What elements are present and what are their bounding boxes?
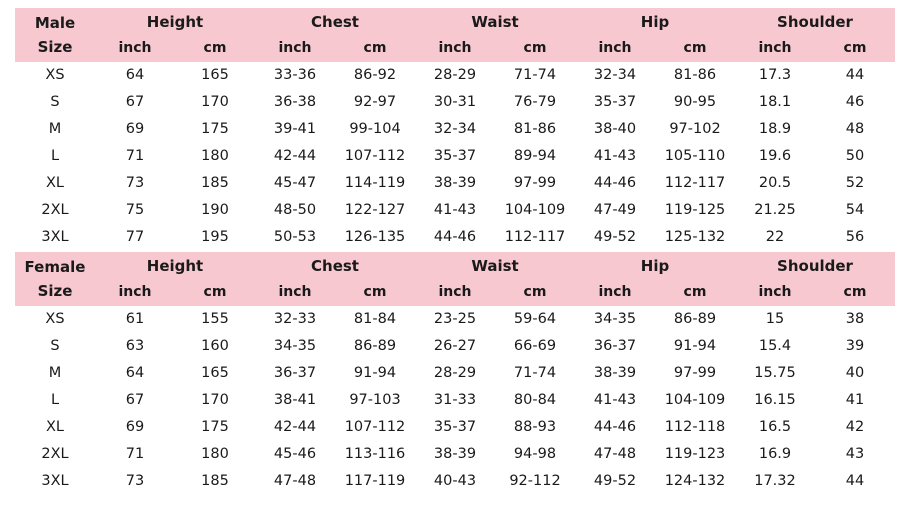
male-table-body xyxy=(15,62,895,251)
value-cell: 107-112 xyxy=(344,419,406,435)
size-cell: L xyxy=(50,148,60,164)
value-cell: 16.9 xyxy=(758,446,792,462)
value-cell: 38-39 xyxy=(433,446,477,462)
value-cell: 40-43 xyxy=(433,473,477,489)
value-cell: 26-27 xyxy=(433,338,477,354)
value-cell: 35-37 xyxy=(433,419,477,435)
value-cell: 48-50 xyxy=(273,202,317,218)
table-row xyxy=(15,197,895,224)
value-cell: 41-43 xyxy=(593,148,637,164)
unit-header-cm: cm xyxy=(203,40,227,56)
value-cell: 45-46 xyxy=(273,446,317,462)
value-cell: 97-99 xyxy=(513,175,557,191)
value-cell: 180 xyxy=(201,148,229,164)
value-cell: 16.5 xyxy=(758,419,792,435)
table-row xyxy=(15,333,895,360)
value-cell: 39-41 xyxy=(273,121,317,137)
size-cell: S xyxy=(50,94,60,110)
value-cell: 18.1 xyxy=(758,94,792,110)
value-cell: 46 xyxy=(845,94,865,110)
size-chart xyxy=(15,8,895,495)
value-cell: 49-52 xyxy=(593,473,637,489)
value-cell: 175 xyxy=(201,419,229,435)
value-cell: 180 xyxy=(201,446,229,462)
value-cell: 23-25 xyxy=(433,311,477,327)
value-cell: 34-35 xyxy=(593,311,637,327)
value-cell: 119-123 xyxy=(664,446,726,462)
value-cell: 67 xyxy=(125,94,145,110)
value-cell: 89-94 xyxy=(513,148,557,164)
value-cell: 35-37 xyxy=(593,94,637,110)
table-row xyxy=(15,143,895,170)
value-cell: 114-119 xyxy=(344,175,406,191)
unit-header-cm: cm xyxy=(523,284,547,300)
value-cell: 119-125 xyxy=(664,202,726,218)
value-cell: 81-84 xyxy=(353,311,397,327)
value-cell: 165 xyxy=(201,67,229,83)
size-cell: 2XL xyxy=(41,202,69,218)
value-cell: 71 xyxy=(125,446,145,462)
value-cell: 17.32 xyxy=(754,473,796,489)
size-cell: 2XL xyxy=(41,446,69,462)
size-cell: XL xyxy=(45,175,64,191)
group-header-waist: Waist xyxy=(471,13,519,31)
group-header-chest: Chest xyxy=(311,257,359,275)
size-cell: L xyxy=(50,392,60,408)
value-cell: 36-38 xyxy=(273,94,317,110)
value-cell: 38-39 xyxy=(593,365,637,381)
unit-header-inch: inch xyxy=(758,40,792,56)
value-cell: 32-34 xyxy=(593,67,637,83)
value-cell: 170 xyxy=(201,392,229,408)
female-table-body xyxy=(15,306,895,495)
value-cell: 30-31 xyxy=(433,94,477,110)
unit-header-cm: cm xyxy=(683,40,707,56)
value-cell: 69 xyxy=(125,419,145,435)
value-cell: 41 xyxy=(845,392,865,408)
size-cell: M xyxy=(48,365,62,381)
size-label: Female xyxy=(24,258,86,276)
unit-header-inch: inch xyxy=(118,284,152,300)
value-cell: 94-98 xyxy=(513,446,557,462)
value-cell: 44 xyxy=(845,67,865,83)
unit-header-cm: cm xyxy=(523,40,547,56)
value-cell: 15.4 xyxy=(758,338,792,354)
value-cell: 112-118 xyxy=(664,419,726,435)
male-table-header xyxy=(15,8,895,62)
size-cell: XL xyxy=(45,419,64,435)
value-cell: 64 xyxy=(125,365,145,381)
value-cell: 59-64 xyxy=(513,311,557,327)
value-cell: 112-117 xyxy=(504,229,566,245)
value-cell: 52 xyxy=(845,175,865,191)
unit-header-inch: inch xyxy=(598,284,632,300)
value-cell: 99-104 xyxy=(349,121,401,137)
group-header-hip: Hip xyxy=(640,13,670,31)
male-size-table xyxy=(15,8,895,251)
value-cell: 105-110 xyxy=(664,148,726,164)
table-row xyxy=(15,89,895,116)
value-cell: 170 xyxy=(201,94,229,110)
unit-header-inch: inch xyxy=(598,40,632,56)
value-cell: 39 xyxy=(845,338,865,354)
value-cell: 44-46 xyxy=(593,419,637,435)
value-cell: 86-92 xyxy=(353,67,397,83)
value-cell: 47-48 xyxy=(273,473,317,489)
female-size-table xyxy=(15,252,895,495)
value-cell: 28-29 xyxy=(433,67,477,83)
value-cell: 34-35 xyxy=(273,338,317,354)
value-cell: 80-84 xyxy=(513,392,557,408)
value-cell: 124-132 xyxy=(664,473,726,489)
value-cell: 42-44 xyxy=(273,419,317,435)
value-cell: 92-112 xyxy=(509,473,561,489)
group-header-height: Height xyxy=(146,13,204,31)
unit-header-inch: inch xyxy=(438,284,472,300)
value-cell: 56 xyxy=(845,229,865,245)
value-cell: 160 xyxy=(201,338,229,354)
value-cell: 91-94 xyxy=(353,365,397,381)
value-cell: 50 xyxy=(845,148,865,164)
table-row xyxy=(15,62,895,89)
value-cell: 18.9 xyxy=(758,121,792,137)
value-cell: 16.15 xyxy=(754,392,796,408)
unit-header-inch: inch xyxy=(278,40,312,56)
group-header-height: Height xyxy=(146,257,204,275)
value-cell: 54 xyxy=(845,202,865,218)
value-cell: 41-43 xyxy=(433,202,477,218)
value-cell: 107-112 xyxy=(344,148,406,164)
value-cell: 42-44 xyxy=(273,148,317,164)
size-cell: 3XL xyxy=(41,473,69,489)
table-row xyxy=(15,306,895,333)
unit-header-inch: inch xyxy=(758,284,792,300)
value-cell: 61 xyxy=(125,311,145,327)
unit-header-cm: cm xyxy=(683,284,707,300)
value-cell: 38-41 xyxy=(273,392,317,408)
value-cell: 104-109 xyxy=(664,392,726,408)
unit-header-cm: cm xyxy=(843,40,867,56)
group-header-shoulder: Shoulder xyxy=(777,13,853,31)
unit-header-inch: inch xyxy=(278,284,312,300)
value-cell: 73 xyxy=(125,473,145,489)
value-cell: 22 xyxy=(765,229,785,245)
value-cell: 165 xyxy=(201,365,229,381)
unit-header-cm: cm xyxy=(843,284,867,300)
value-cell: 50-53 xyxy=(273,229,317,245)
table-row xyxy=(15,468,895,495)
table-row xyxy=(15,441,895,468)
value-cell: 32-34 xyxy=(433,121,477,137)
value-cell: 97-103 xyxy=(349,392,401,408)
size-cell: XS xyxy=(45,311,65,327)
unit-header-cm: cm xyxy=(363,40,387,56)
value-cell: 71 xyxy=(125,148,145,164)
value-cell: 15.75 xyxy=(754,365,796,381)
size-label-sub: Size xyxy=(37,38,73,56)
value-cell: 81-86 xyxy=(673,67,717,83)
value-cell: 67 xyxy=(125,392,145,408)
value-cell: 69 xyxy=(125,121,145,137)
value-cell: 31-33 xyxy=(433,392,477,408)
value-cell: 38-39 xyxy=(433,175,477,191)
value-cell: 112-117 xyxy=(664,175,726,191)
value-cell: 41-43 xyxy=(593,392,637,408)
value-cell: 49-52 xyxy=(593,229,637,245)
value-cell: 75 xyxy=(125,202,145,218)
value-cell: 71-74 xyxy=(513,67,557,83)
value-cell: 76-79 xyxy=(513,94,557,110)
group-header-hip: Hip xyxy=(640,257,670,275)
unit-header-cm: cm xyxy=(203,284,227,300)
size-cell: XS xyxy=(45,67,65,83)
value-cell: 47-49 xyxy=(593,202,637,218)
value-cell: 90-95 xyxy=(673,94,717,110)
value-cell: 117-119 xyxy=(344,473,406,489)
value-cell: 71-74 xyxy=(513,365,557,381)
group-header-waist: Waist xyxy=(471,257,519,275)
value-cell: 32-33 xyxy=(273,311,317,327)
value-cell: 38-40 xyxy=(593,121,637,137)
value-cell: 73 xyxy=(125,175,145,191)
size-cell: S xyxy=(50,338,60,354)
value-cell: 97-102 xyxy=(669,121,721,137)
value-cell: 36-37 xyxy=(273,365,317,381)
value-cell: 44-46 xyxy=(433,229,477,245)
value-cell: 48 xyxy=(845,121,865,137)
value-cell: 92-97 xyxy=(353,94,397,110)
value-cell: 66-69 xyxy=(513,338,557,354)
value-cell: 45-47 xyxy=(273,175,317,191)
group-header-chest: Chest xyxy=(311,13,359,31)
group-header-shoulder: Shoulder xyxy=(777,257,853,275)
value-cell: 44-46 xyxy=(593,175,637,191)
size-label: Male xyxy=(34,14,76,32)
value-cell: 175 xyxy=(201,121,229,137)
table-row xyxy=(15,360,895,387)
value-cell: 91-94 xyxy=(673,338,717,354)
value-cell: 113-116 xyxy=(344,446,406,462)
table-row xyxy=(15,387,895,414)
value-cell: 81-86 xyxy=(513,121,557,137)
value-cell: 185 xyxy=(201,473,229,489)
value-cell: 63 xyxy=(125,338,145,354)
value-cell: 20.5 xyxy=(758,175,792,191)
value-cell: 126-135 xyxy=(344,229,406,245)
value-cell: 97-99 xyxy=(673,365,717,381)
value-cell: 77 xyxy=(125,229,145,245)
value-cell: 17.3 xyxy=(758,67,792,83)
table-row xyxy=(15,414,895,441)
size-cell: 3XL xyxy=(41,229,69,245)
unit-header-inch: inch xyxy=(438,40,472,56)
value-cell: 190 xyxy=(201,202,229,218)
value-cell: 33-36 xyxy=(273,67,317,83)
value-cell: 35-37 xyxy=(433,148,477,164)
value-cell: 44 xyxy=(845,473,865,489)
table-row xyxy=(15,116,895,143)
size-label-sub: Size xyxy=(37,282,73,300)
value-cell: 47-48 xyxy=(593,446,637,462)
value-cell: 86-89 xyxy=(673,311,717,327)
value-cell: 185 xyxy=(201,175,229,191)
unit-header-cm: cm xyxy=(363,284,387,300)
size-cell: M xyxy=(48,121,62,137)
value-cell: 42 xyxy=(845,419,865,435)
female-table-header xyxy=(15,252,895,306)
value-cell: 86-89 xyxy=(353,338,397,354)
value-cell: 64 xyxy=(125,67,145,83)
value-cell: 122-127 xyxy=(344,202,406,218)
table-row xyxy=(15,170,895,197)
value-cell: 28-29 xyxy=(433,365,477,381)
value-cell: 43 xyxy=(845,446,865,462)
value-cell: 155 xyxy=(201,311,229,327)
value-cell: 88-93 xyxy=(513,419,557,435)
unit-header-inch: inch xyxy=(118,40,152,56)
value-cell: 19.6 xyxy=(758,148,792,164)
value-cell: 195 xyxy=(201,229,229,245)
value-cell: 15 xyxy=(765,311,785,327)
value-cell: 36-37 xyxy=(593,338,637,354)
value-cell: 21.25 xyxy=(754,202,796,218)
value-cell: 40 xyxy=(845,365,865,381)
value-cell: 125-132 xyxy=(664,229,726,245)
value-cell: 38 xyxy=(845,311,865,327)
table-row xyxy=(15,224,895,251)
value-cell: 104-109 xyxy=(504,202,566,218)
